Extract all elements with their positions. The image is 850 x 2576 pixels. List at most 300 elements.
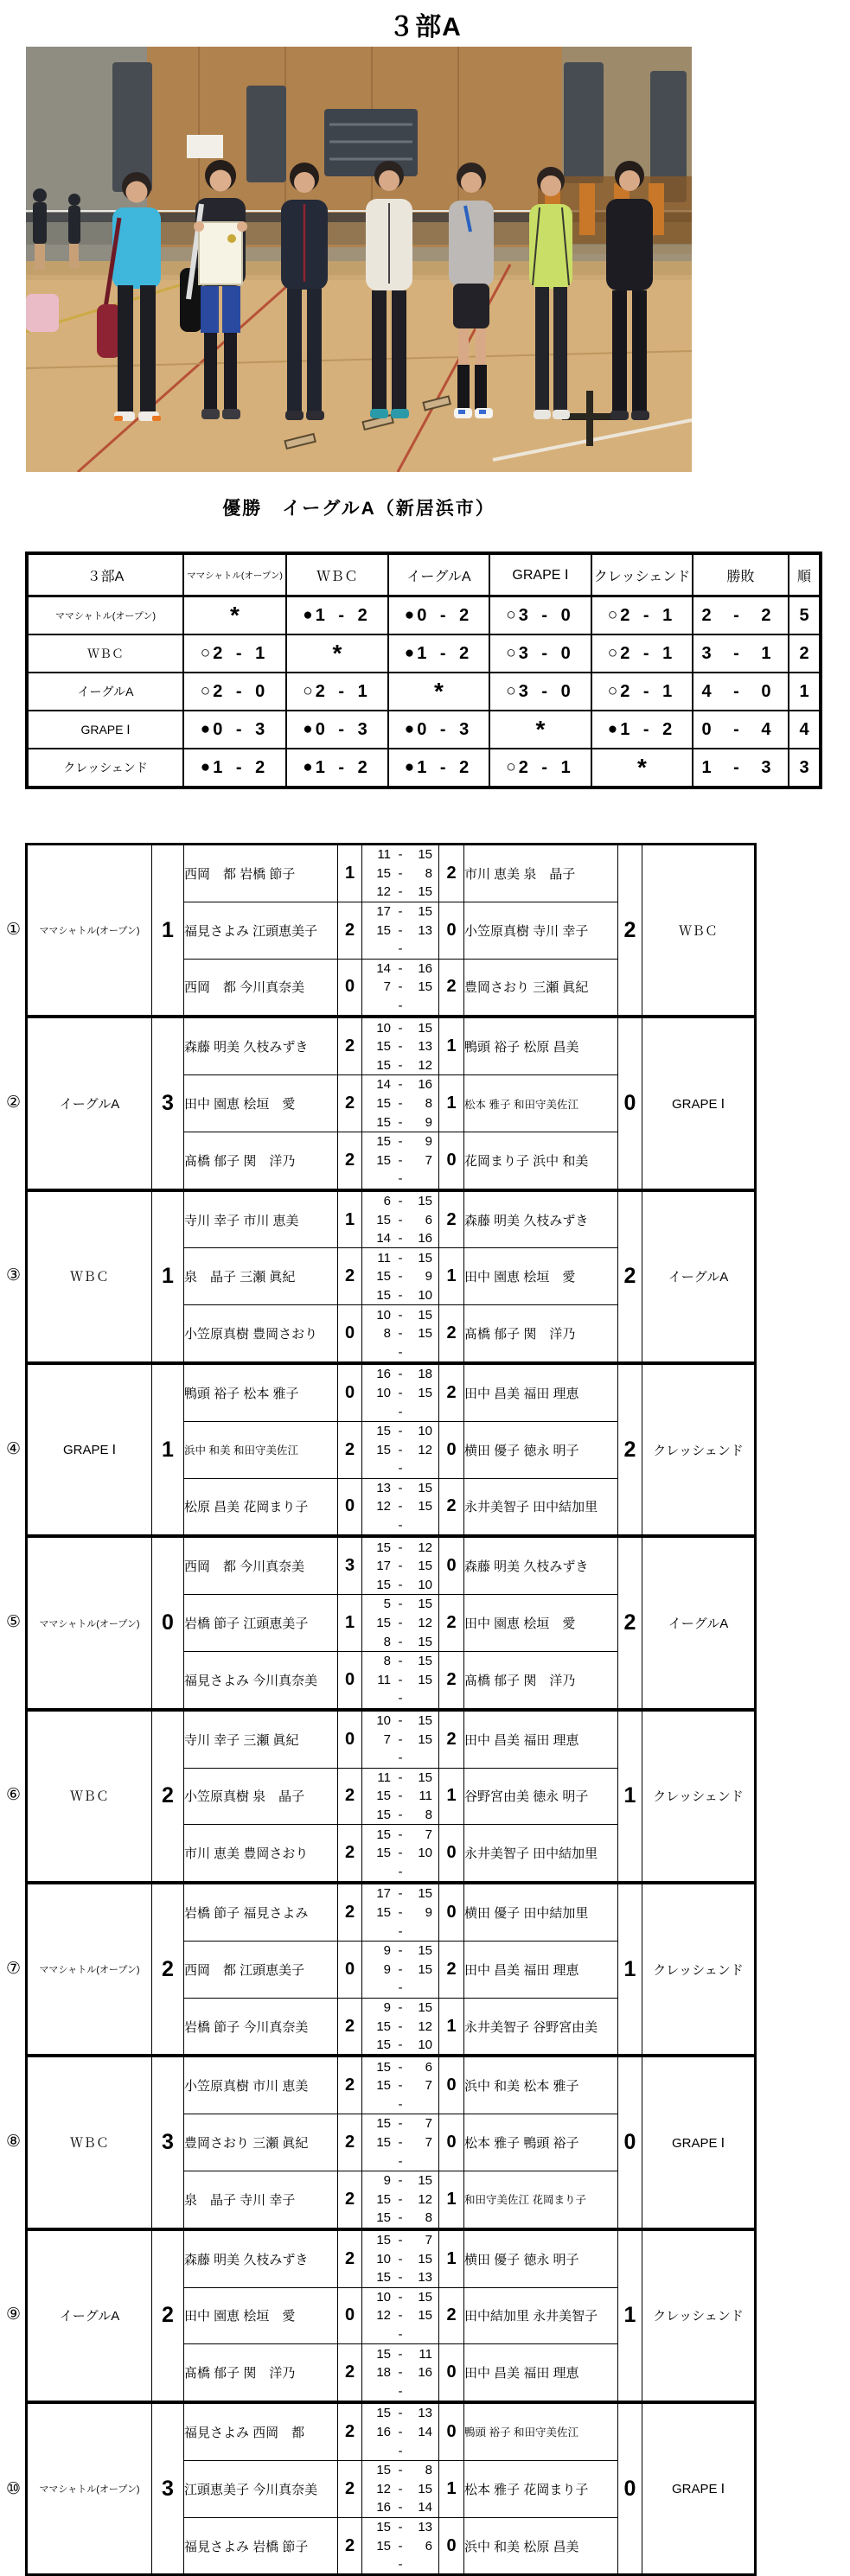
left-pair-names: 寺川 幸子 三瀬 眞紀 bbox=[184, 1710, 338, 1768]
champion-caption: 優勝 イーグルA（新居浜市） bbox=[222, 499, 495, 519]
match-number: ⑧ bbox=[5, 2133, 22, 2152]
right-game-score: 0 bbox=[439, 1537, 464, 1595]
standings-column-header: ＷＢＣ bbox=[286, 553, 388, 596]
standings-column-header: イーグルA bbox=[388, 553, 489, 596]
right-game-score: 0 bbox=[439, 1825, 464, 1882]
set-right-points: 15 bbox=[418, 1769, 432, 1785]
match-number: ⑦ bbox=[5, 1959, 22, 1978]
set-dash: - bbox=[398, 1344, 403, 1360]
match-right-score: 0 bbox=[618, 1017, 642, 1189]
set-left-points: 15 bbox=[376, 1134, 391, 1150]
set-dash: - bbox=[398, 847, 403, 863]
set-right-points: 7 bbox=[425, 2116, 432, 2132]
win-loss-mark: ● bbox=[200, 719, 211, 738]
standings-result-cell bbox=[388, 749, 489, 787]
match-table bbox=[25, 1016, 757, 1189]
standings-win-loss: 3 - 1 bbox=[693, 634, 789, 673]
result-score: 2 - 0 bbox=[213, 681, 270, 701]
set-left-points: 8 bbox=[383, 1634, 391, 1649]
set-right-points: 12 bbox=[418, 1057, 432, 1073]
set-right-points: 13 bbox=[418, 2406, 432, 2421]
set-dash: - bbox=[398, 1326, 403, 1342]
set-score-line bbox=[362, 2017, 438, 2036]
set-score-line bbox=[362, 1884, 438, 1903]
set-dash: - bbox=[398, 2365, 403, 2381]
set-left-points: 10 bbox=[376, 2289, 391, 2305]
left-pair-names: 小笠原真樹 豊岡さおり bbox=[184, 1305, 338, 1362]
match-game-row bbox=[27, 845, 756, 902]
match-block bbox=[2, 2401, 850, 2576]
set-left-points: 15 bbox=[376, 2519, 391, 2535]
set-right-points: 15 bbox=[418, 847, 432, 863]
set-right-points: 18 bbox=[418, 1367, 432, 1382]
result-score: 1 - 2 bbox=[620, 719, 677, 739]
left-game-score: 0 bbox=[338, 1478, 362, 1535]
left-game-score: 2 bbox=[338, 2460, 362, 2517]
set-score-line bbox=[362, 1210, 438, 1229]
win-loss-mark: ● bbox=[303, 719, 313, 738]
set-scores bbox=[362, 1710, 439, 1768]
standings-result-cell: * bbox=[489, 711, 591, 749]
set-score-line bbox=[362, 2209, 438, 2228]
set-scores bbox=[362, 1075, 439, 1132]
right-pair-names: 田中 園恵 桧垣 愛 bbox=[464, 1595, 618, 1652]
set-left-points: 10 bbox=[376, 1307, 391, 1323]
standings-result-cell: * bbox=[388, 673, 489, 711]
standings-row bbox=[27, 711, 821, 749]
match-number: ⑩ bbox=[5, 2479, 22, 2498]
set-left-points: 12 bbox=[376, 2308, 391, 2324]
set-dash: - bbox=[398, 1961, 403, 1977]
set-right-points: 8 bbox=[425, 2210, 432, 2226]
set-dash: - bbox=[398, 2519, 403, 2535]
set-left-points: 16 bbox=[376, 1367, 391, 1382]
set-dash: - bbox=[398, 1404, 403, 1419]
set-right-points: 8 bbox=[425, 2463, 432, 2478]
set-score-line bbox=[362, 1267, 438, 1286]
match-left-team: イーグルA bbox=[27, 2229, 152, 2401]
right-game-score: 1 bbox=[439, 2460, 464, 2517]
set-score-line bbox=[362, 1440, 438, 1459]
set-left-points: 16 bbox=[376, 2424, 391, 2439]
standings-rank: 5 bbox=[789, 596, 821, 635]
win-loss-mark: ○ bbox=[200, 681, 211, 700]
match-number: ⑤ bbox=[5, 1613, 22, 1632]
win-loss-mark: ○ bbox=[303, 681, 313, 700]
set-right-points: 10 bbox=[418, 1577, 432, 1592]
left-pair-names: 浜中 和美 和田守美佐江 bbox=[184, 1421, 338, 1478]
set-score-line bbox=[362, 1730, 438, 1749]
right-pair-names: 森藤 明美 久枝みずき bbox=[464, 1537, 618, 1595]
set-dash: - bbox=[398, 1713, 403, 1729]
set-score-line bbox=[362, 2518, 438, 2537]
set-left-points: 15 bbox=[376, 2116, 391, 2132]
standings-result-cell bbox=[591, 673, 693, 711]
set-right-points: 11 bbox=[419, 2346, 432, 2362]
set-right-points: 10 bbox=[418, 1287, 432, 1303]
match-game-row bbox=[27, 1017, 756, 1075]
set-scores bbox=[362, 845, 439, 902]
set-right-points: 15 bbox=[418, 1654, 432, 1669]
set-score-line bbox=[362, 1075, 438, 1094]
set-score-line bbox=[362, 2325, 438, 2344]
left-game-score: 3 bbox=[338, 1537, 362, 1595]
set-right-points: 15 bbox=[418, 1713, 432, 1729]
set-score-line bbox=[362, 2171, 438, 2190]
result-score: 0 - 3 bbox=[315, 719, 372, 739]
match-left-score: 2 bbox=[152, 2229, 184, 2401]
right-game-score: 1 bbox=[439, 1017, 464, 1075]
set-dash: - bbox=[398, 2424, 403, 2439]
set-left-points: 15 bbox=[376, 2346, 391, 2362]
set-score-line bbox=[362, 2423, 438, 2442]
set-score-line bbox=[362, 940, 438, 959]
set-dash: - bbox=[398, 1904, 403, 1920]
set-right-points: 9 bbox=[425, 1904, 432, 1920]
match-table bbox=[25, 1362, 757, 1535]
set-scores bbox=[362, 2056, 439, 2114]
set-dash: - bbox=[398, 1540, 403, 1555]
set-score-line bbox=[362, 978, 438, 997]
set-left-points: 15 bbox=[376, 1827, 391, 1842]
set-dash: - bbox=[398, 2538, 403, 2554]
set-left-points: 15 bbox=[376, 1577, 391, 1592]
left-game-score: 2 bbox=[338, 1768, 362, 1825]
right-pair-names: 鴨頭 裕子 和田守美佐江 bbox=[464, 2403, 618, 2461]
set-scores bbox=[362, 1825, 439, 1882]
right-pair-names: 浜中 和美 松本 雅子 bbox=[464, 2056, 618, 2114]
set-left-points: 11 bbox=[377, 1672, 391, 1687]
match-game-row bbox=[27, 2229, 756, 2287]
set-right-points: 15 bbox=[418, 1886, 432, 1902]
standings-result-cell bbox=[388, 711, 489, 749]
set-left-points: 14 bbox=[376, 960, 391, 976]
left-game-score: 0 bbox=[338, 1651, 362, 1708]
set-dash: - bbox=[398, 1616, 403, 1631]
right-game-score: 2 bbox=[439, 1595, 464, 1652]
set-left-points: 12 bbox=[376, 1499, 391, 1514]
set-left-points: 17 bbox=[376, 1886, 391, 1902]
set-score-line bbox=[362, 1862, 438, 1881]
set-left-points: 15 bbox=[376, 2135, 391, 2151]
set-score-line bbox=[362, 2382, 438, 2401]
right-pair-names: 永井美智子 田中結加里 bbox=[464, 1825, 618, 1882]
left-pair-names: 市川 恵美 豊岡さおり bbox=[184, 1825, 338, 1882]
win-loss-mark: ○ bbox=[607, 605, 618, 624]
set-score-line bbox=[362, 1806, 438, 1825]
left-game-score: 2 bbox=[338, 1998, 362, 2055]
standings-column-header: 勝敗 bbox=[693, 553, 789, 596]
set-scores bbox=[362, 1478, 439, 1535]
set-dash: - bbox=[398, 2383, 403, 2399]
right-pair-names: 田中 昌美 福田 理恵 bbox=[464, 1364, 618, 1422]
standings-rank: 3 bbox=[789, 749, 821, 787]
left-pair-names: 鴨頭 裕子 松本 雅子 bbox=[184, 1364, 338, 1422]
set-right-points: 15 bbox=[418, 1559, 432, 1574]
win-loss-mark: ● bbox=[200, 757, 211, 776]
match-right-score: 1 bbox=[618, 2229, 642, 2401]
right-game-score: 2 bbox=[439, 1941, 464, 1998]
match-table bbox=[25, 2055, 757, 2228]
set-dash: - bbox=[398, 1654, 403, 1669]
right-game-score: 1 bbox=[439, 1998, 464, 2055]
set-left-points: 15 bbox=[376, 2406, 391, 2421]
set-dash: - bbox=[398, 884, 403, 900]
match-left-team: ママシャトル(オープン) bbox=[27, 2403, 152, 2575]
set-left-points: 8 bbox=[383, 1654, 391, 1669]
set-dash: - bbox=[398, 2500, 403, 2515]
set-score-line bbox=[362, 1979, 438, 1998]
result-score: 1 - 2 bbox=[315, 605, 372, 625]
set-right-points: 16 bbox=[418, 960, 432, 976]
right-game-score: 2 bbox=[439, 1305, 464, 1362]
set-score-line bbox=[362, 1749, 438, 1768]
left-game-score: 2 bbox=[338, 1825, 362, 1882]
set-dash: - bbox=[398, 1307, 403, 1323]
standings-result-cell: * bbox=[183, 596, 286, 635]
left-pair-names: 西岡 都 今川真奈美 bbox=[184, 1537, 338, 1595]
left-game-score: 2 bbox=[338, 1884, 362, 1942]
set-scores bbox=[362, 1595, 439, 1652]
set-dash: - bbox=[398, 1864, 403, 1879]
right-game-score: 0 bbox=[439, 902, 464, 959]
set-dash: - bbox=[398, 1943, 403, 1959]
set-dash: - bbox=[398, 1096, 403, 1112]
set-right-points: 13 bbox=[418, 922, 432, 938]
set-left-points: 15 bbox=[376, 1152, 391, 1168]
standings-result-cell: * bbox=[286, 634, 388, 673]
set-right-points: 15 bbox=[418, 884, 432, 900]
right-game-score: 0 bbox=[439, 2344, 464, 2401]
set-right-points: 12 bbox=[418, 1442, 432, 1457]
set-right-points: 7 bbox=[425, 1827, 432, 1842]
set-score-line bbox=[362, 1113, 438, 1132]
set-right-points: 13 bbox=[418, 1039, 432, 1055]
set-dash: - bbox=[398, 2251, 403, 2267]
match-game-row bbox=[27, 1364, 756, 1422]
standings-result-cell bbox=[183, 673, 286, 711]
set-dash: - bbox=[398, 998, 403, 1014]
match-number: ② bbox=[5, 1094, 22, 1113]
match-game-row bbox=[27, 1537, 756, 1595]
set-left-points: 10 bbox=[376, 2251, 391, 2267]
set-left-points: 9 bbox=[383, 1999, 391, 2015]
set-dash: - bbox=[398, 2078, 403, 2094]
match-left-team: GRAPE Ⅰ bbox=[27, 1364, 152, 1535]
left-game-score: 2 bbox=[338, 2056, 362, 2114]
set-right-points: 15 bbox=[418, 1020, 432, 1036]
match-table bbox=[25, 1535, 757, 1708]
match-left-team: ＷＢＣ bbox=[27, 2056, 152, 2228]
set-left-points: 9 bbox=[383, 1961, 391, 1977]
win-loss-mark: ● bbox=[607, 719, 618, 738]
standings-team-name: ＷＢＣ bbox=[27, 634, 183, 673]
set-score-line bbox=[362, 2344, 438, 2363]
win-loss-mark: ● bbox=[303, 757, 313, 776]
set-score-line bbox=[362, 2133, 438, 2152]
set-dash: - bbox=[398, 1846, 403, 1861]
set-scores bbox=[362, 1941, 439, 1998]
set-dash: - bbox=[398, 1518, 403, 1533]
left-game-score: 0 bbox=[338, 1941, 362, 1998]
match-left-score: 2 bbox=[152, 1884, 184, 2055]
standings-result-cell: * bbox=[591, 749, 693, 787]
set-scores bbox=[362, 1364, 439, 1422]
left-game-score: 2 bbox=[338, 1017, 362, 1075]
right-pair-names: 髙橋 郁子 関 洋乃 bbox=[464, 1651, 618, 1708]
set-score-line bbox=[362, 2152, 438, 2171]
set-dash: - bbox=[398, 1020, 403, 1036]
standings-team-name: GRAPE Ⅰ bbox=[27, 711, 183, 749]
standings-league-label: ３部A bbox=[27, 553, 183, 596]
match-right-score: 2 bbox=[618, 845, 642, 1016]
set-dash: - bbox=[398, 1923, 403, 1939]
set-score-line bbox=[362, 1844, 438, 1863]
left-game-score: 1 bbox=[338, 845, 362, 902]
match-right-score: 2 bbox=[618, 1190, 642, 1361]
match-block bbox=[2, 1362, 850, 1535]
standings-result-cell bbox=[183, 711, 286, 749]
set-right-points: 15 bbox=[418, 1250, 432, 1266]
left-pair-names: 福見さよみ 江頭恵美子 bbox=[184, 902, 338, 959]
standings-win-loss: 2 - 2 bbox=[693, 596, 789, 635]
set-score-line bbox=[362, 1192, 438, 1211]
match-right-team: GRAPE Ⅰ bbox=[642, 2056, 756, 2228]
right-pair-names: 田中 園恵 桧垣 愛 bbox=[464, 1248, 618, 1305]
right-game-score: 2 bbox=[439, 845, 464, 902]
left-pair-names: 田中 園恵 桧垣 愛 bbox=[184, 1075, 338, 1132]
standings-row bbox=[27, 634, 821, 673]
set-dash: - bbox=[398, 2210, 403, 2226]
match-game-row bbox=[27, 1190, 756, 1248]
set-score-line bbox=[362, 1652, 438, 1671]
set-left-points: 15 bbox=[376, 1424, 391, 1439]
set-left-points: 15 bbox=[376, 1269, 391, 1285]
match-right-team: クレッシェンド bbox=[642, 1884, 756, 2055]
standings-column-header: クレッシェンド bbox=[591, 553, 693, 596]
right-pair-names: 松本 雅子 鴨頭 裕子 bbox=[464, 2114, 618, 2171]
set-left-points: 15 bbox=[376, 1287, 391, 1303]
right-game-score: 2 bbox=[439, 959, 464, 1016]
set-dash: - bbox=[398, 2135, 403, 2151]
set-score-line bbox=[362, 2498, 438, 2517]
result-score: 0 - 2 bbox=[417, 605, 474, 625]
right-game-score: 1 bbox=[439, 1075, 464, 1132]
set-dash: - bbox=[398, 1750, 403, 1766]
set-score-line bbox=[362, 1037, 438, 1056]
set-left-points: 15 bbox=[376, 1057, 391, 1073]
set-right-points: 13 bbox=[418, 2519, 432, 2535]
match-table bbox=[25, 843, 757, 1016]
set-right-points: 9 bbox=[425, 1269, 432, 1285]
set-right-points: 6 bbox=[425, 2059, 432, 2075]
set-scores bbox=[362, 2460, 439, 2517]
set-dash: - bbox=[398, 1672, 403, 1687]
set-scores bbox=[362, 1651, 439, 1708]
right-game-score: 2 bbox=[439, 1364, 464, 1422]
set-left-points: 9 bbox=[383, 2173, 391, 2189]
standings-result-cell bbox=[591, 596, 693, 635]
set-score-line bbox=[362, 2363, 438, 2382]
set-right-points: 15 bbox=[418, 2173, 432, 2189]
set-left-points: 15 bbox=[376, 1442, 391, 1457]
set-dash: - bbox=[398, 865, 403, 881]
set-dash: - bbox=[398, 2153, 403, 2169]
set-dash: - bbox=[398, 904, 403, 920]
left-pair-names: 岩橋 節子 福見さよみ bbox=[184, 1884, 338, 1942]
left-pair-names: 松原 昌美 花岡まり子 bbox=[184, 1478, 338, 1535]
set-score-line bbox=[362, 1516, 438, 1535]
standings-result-cell bbox=[489, 634, 591, 673]
set-right-points: 15 bbox=[418, 2251, 432, 2267]
left-pair-names: 小笠原真樹 泉 晶子 bbox=[184, 1768, 338, 1825]
set-score-line bbox=[362, 1170, 438, 1189]
set-score-line bbox=[362, 1576, 438, 1595]
standings-result-cell bbox=[286, 673, 388, 711]
standings-header-row bbox=[27, 553, 821, 596]
match-left-team: ママシャトル(オープン) bbox=[27, 1537, 152, 1708]
match-left-team: ＷＢＣ bbox=[27, 1710, 152, 1881]
set-score-line bbox=[362, 2404, 438, 2423]
set-dash: - bbox=[398, 1731, 403, 1747]
match-block bbox=[2, 1535, 850, 1708]
set-right-points: 10 bbox=[418, 2037, 432, 2053]
set-left-points: 11 bbox=[377, 1250, 391, 1266]
result-score: 2 - 1 bbox=[213, 643, 270, 663]
set-scores bbox=[362, 2171, 439, 2228]
set-right-points: 6 bbox=[425, 1212, 432, 1227]
match-table bbox=[25, 2228, 757, 2401]
standings-result-cell bbox=[489, 596, 591, 635]
right-pair-names: 田中 昌美 福田 理恵 bbox=[464, 1941, 618, 1998]
right-pair-names: 和田守美佐江 花岡まり子 bbox=[464, 2171, 618, 2228]
set-left-points: 15 bbox=[376, 1212, 391, 1227]
match-game-row bbox=[27, 1710, 756, 1768]
set-score-line bbox=[362, 1712, 438, 1731]
set-left-points: 15 bbox=[376, 1807, 391, 1822]
set-dash: - bbox=[398, 1559, 403, 1574]
set-scores bbox=[362, 1305, 439, 1362]
set-left-points: 10 bbox=[376, 1020, 391, 1036]
set-score-line bbox=[362, 1479, 438, 1498]
left-pair-names: 福見さよみ 岩橋 節子 bbox=[184, 2517, 338, 2575]
left-game-score: 2 bbox=[338, 2403, 362, 2461]
left-game-score: 2 bbox=[338, 1075, 362, 1132]
page bbox=[0, 5, 850, 2573]
set-scores bbox=[362, 902, 439, 959]
left-pair-names: 福見さよみ 今川真奈美 bbox=[184, 1651, 338, 1708]
set-dash: - bbox=[398, 2346, 403, 2362]
win-loss-mark: ● bbox=[404, 605, 415, 624]
match-number: ① bbox=[5, 920, 22, 939]
set-right-points: 12 bbox=[418, 2018, 432, 2034]
match-left-score: 3 bbox=[152, 2056, 184, 2228]
left-game-score: 0 bbox=[338, 959, 362, 1016]
set-score-line bbox=[362, 1229, 438, 1248]
left-game-score: 2 bbox=[338, 2114, 362, 2171]
set-score-line bbox=[362, 2095, 438, 2114]
set-score-line bbox=[362, 1151, 438, 1170]
set-dash: - bbox=[398, 2233, 403, 2248]
set-left-points: 15 bbox=[376, 2463, 391, 2478]
set-left-points: 15 bbox=[376, 922, 391, 938]
match-table bbox=[25, 2401, 757, 2576]
set-scores bbox=[362, 2344, 439, 2401]
left-game-score: 1 bbox=[338, 1595, 362, 1652]
set-scores bbox=[362, 1190, 439, 1248]
set-dash: - bbox=[398, 1980, 403, 1996]
set-dash: - bbox=[398, 2443, 403, 2458]
